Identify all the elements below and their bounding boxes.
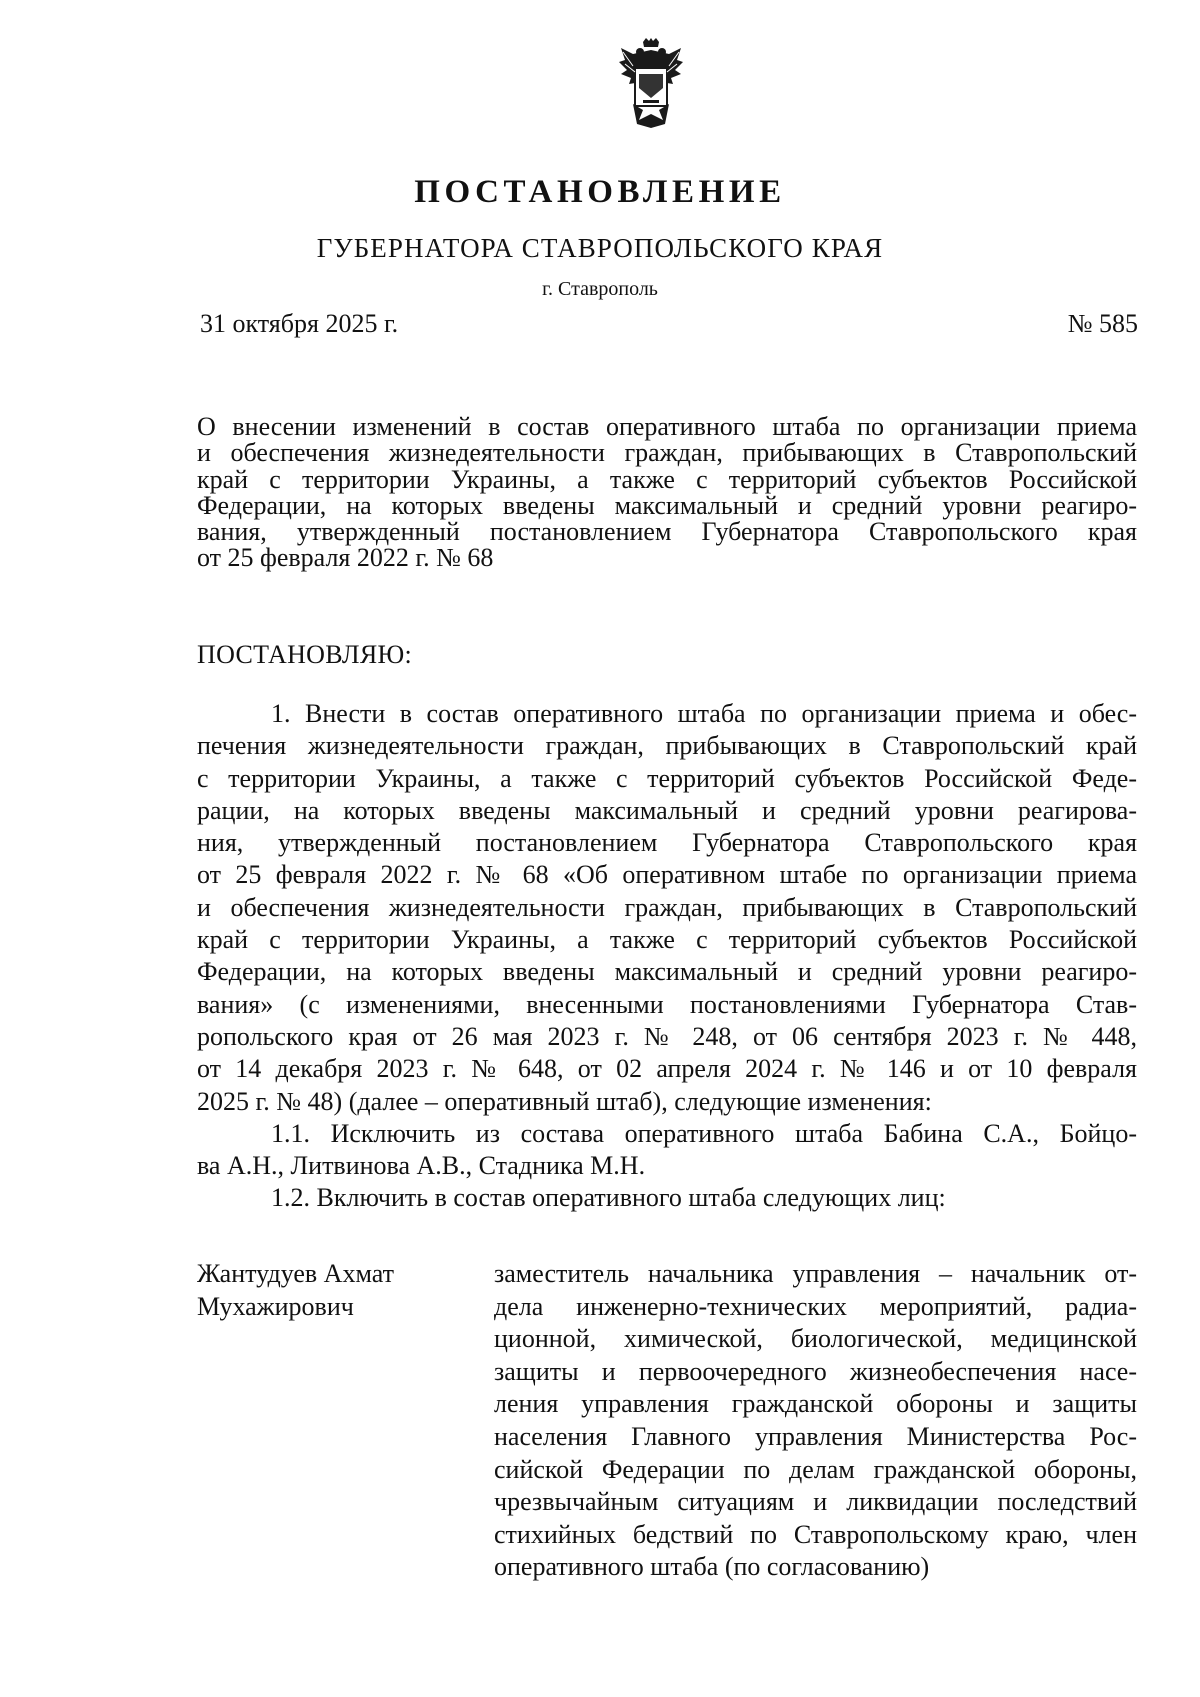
- position-line: ционной, химической, биологической, медицинской: [494, 1324, 1137, 1354]
- position-line: чрезвычайным ситуациям и ликвидации последствий: [494, 1487, 1137, 1517]
- position-line: населения Главного управления Министерства Рос-: [494, 1421, 1137, 1451]
- document-subject: [197, 414, 1137, 572]
- person-name-line: Жантудуев Ахмат: [197, 1259, 394, 1288]
- decree-body: [197, 698, 1137, 1215]
- coat-of-arms-emblem: [615, 38, 687, 130]
- position-line: дела инженерно-технических мероприятий, радиа-: [494, 1291, 1137, 1321]
- subject-line: Федерации, на которых введены максимальный и средний уровни реагиро-: [197, 490, 1137, 520]
- person-name: [197, 1258, 394, 1323]
- person-name-line: Мухажирович: [197, 1291, 354, 1321]
- subject-line: и обеспечения жизнедеятельности граждан, прибывающих в Ставропольский: [197, 438, 1137, 468]
- body-line: 2025 г. № 48) (далее – оперативный штаб), следующие изменения:: [197, 1086, 932, 1116]
- body-line: вания» (с изменениями, внесенными постановлениями Губернатора Став-: [197, 989, 1137, 1019]
- body-line: 1.2. Включить в состав оперативного штаба следующих лиц:: [271, 1183, 946, 1213]
- document-number: № 585: [1067, 309, 1138, 338]
- body-line: край с территории Украины, а также с территорий субъектов Российской: [197, 925, 1137, 955]
- body-line: от 14 декабря 2023 г. № 648, от 02 апреля 2024 г. № 146 и от 10 февраля: [197, 1054, 1137, 1084]
- subject-line: О внесении изменений в состав оперативного штаба по организации приема: [197, 412, 1137, 441]
- position-line: сийской Федерации по делам гражданской обороны,: [494, 1454, 1137, 1484]
- body-line: с территории Украины, а также с территорий субъектов Российской Феде-: [197, 763, 1137, 793]
- position-line: оперативного штаба (по согласованию): [494, 1552, 930, 1582]
- position-line: ления управления гражданской обороны и защиты: [494, 1389, 1137, 1419]
- subject-line: край с территории Украины, а также с территорий субъектов Российской: [197, 464, 1137, 494]
- body-line: Федерации, на которых введены максимальный и средний уровни реагиро-: [197, 957, 1137, 987]
- position-line: защиты и первоочередного жизнеобеспечения насе-: [494, 1356, 1137, 1386]
- issue-city: г. Ставрополь: [542, 278, 658, 300]
- body-line: печения жизнедеятельности граждан, прибывающих в Ставропольский край: [197, 731, 1137, 761]
- position-line: стихийных бедствий по Ставропольскому краю, член: [494, 1519, 1137, 1549]
- document-title: ПОСТАНОВЛЕНИЕ: [414, 174, 786, 210]
- body-line: ва А.Н., Литвинова А.В., Стадника М.Н.: [197, 1151, 646, 1181]
- body-line: рации, на которых введены максимальный и средний уровни реагирова-: [197, 795, 1137, 825]
- person-position-description: [494, 1258, 1137, 1584]
- body-line: 1. Внести в состав оперативного штаба по организации приема и обес-: [271, 699, 1137, 728]
- body-line: ропольского края от 26 мая 2023 г. № 248, от 06 сентября 2023 г. № 448,: [197, 1021, 1137, 1051]
- document-date: 31 октября 2025 г.: [200, 309, 399, 338]
- body-line: от 25 февраля 2022 г. № 68 «Об оперативном штабе по организации приема: [197, 860, 1137, 890]
- body-line: ния, утвержденный постановлением Губернатора Ставропольского края: [197, 828, 1137, 858]
- body-line: 1.1. Исключить из состава оперативного штаба Бабина С.А., Бойцо-: [271, 1118, 1137, 1148]
- subject-line: от 25 февраля 2022 г. № 68: [197, 543, 494, 573]
- position-line: заместитель начальника управления – начальник от-: [494, 1259, 1137, 1288]
- subject-line: вания, утвержденный постановлением Губернатора Ставропольского края: [197, 517, 1137, 547]
- decree-word: ПОСТАНОВЛЯЮ:: [197, 640, 413, 669]
- body-line: и обеспечения жизнедеятельности граждан, прибывающих в Ставропольский: [197, 892, 1137, 922]
- issuer-subtitle: ГУБЕРНАТОРА СТАВРОПОЛЬСКОГО КРАЯ: [316, 233, 884, 263]
